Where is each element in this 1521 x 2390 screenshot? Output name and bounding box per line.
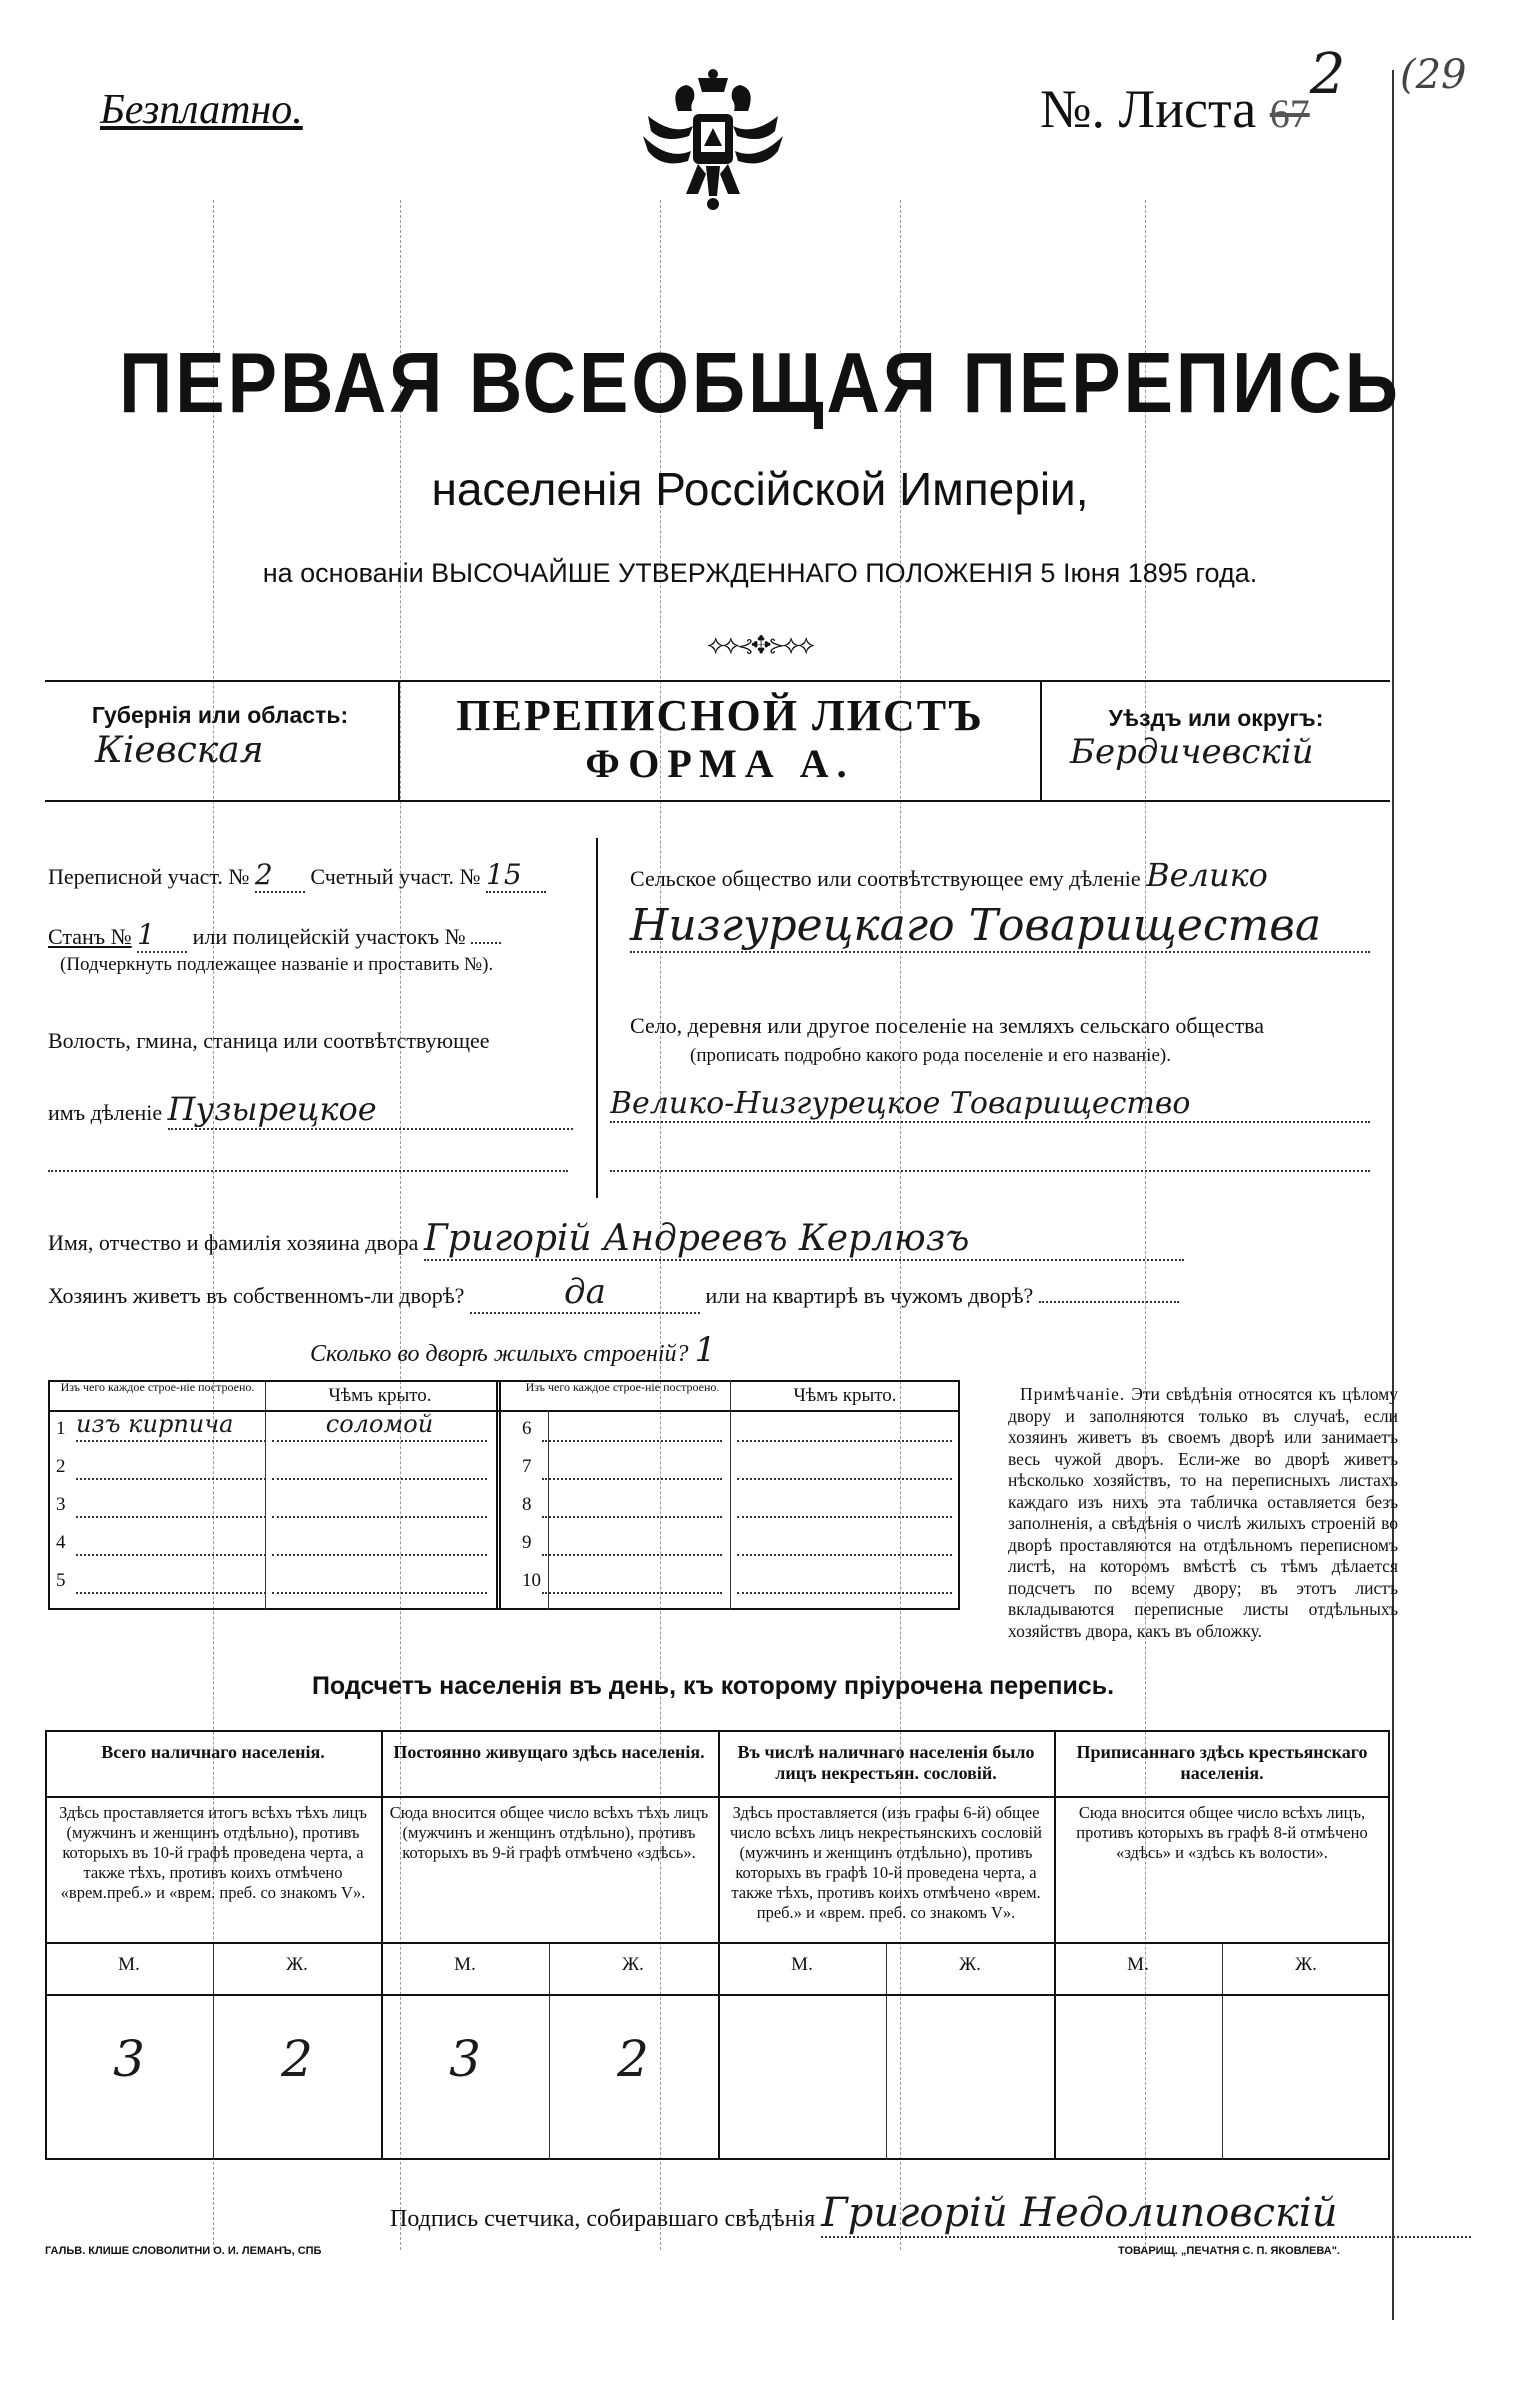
pop-col-divider	[381, 1730, 383, 2160]
uchast-value: 2	[255, 858, 305, 893]
sheet-no-label: №. Листа	[1040, 79, 1257, 139]
signature-line	[390, 2190, 1471, 2238]
schet-label: Счетный участ. №	[310, 864, 481, 889]
owner-name-value: Григорій Андреевъ Керлюзъ	[424, 1218, 1184, 1261]
form-center-title: ПЕРЕПИСНОЙ ЛИСТЪ	[456, 691, 984, 740]
basis-line: на основаніи ВЫСОЧАЙШЕ УТВЕРЖДЕННАГО ПОЛОЖЕНІЯ 5 Іюня 1895 года.	[262, 558, 1258, 588]
schet-value: 15	[486, 858, 546, 893]
signature-value: Григорій Недолиповскій	[821, 2190, 1471, 2238]
note-text: Эти свѣдѣнія относятся къ цѣлому двору и заполняются только въ случаѣ, если хозяинъ живетъ въ своемъ дворѣ или занимаетъ весь чужой дворъ. Если-же во дворѣ живетъ нѣсколько хозяйствъ, то на переписныхъ листахъ каждаго изъ нихъ эта табличка оставляется безъ заполненія, а свѣдѣнія о числѣ жилыхъ строеній во дворѣ проставляются на отдѣльномъ переписномъ листѣ, на которомъ вмѣстѣ съ тѣмъ дѣлается подсчетъ по всему двору; въ этотъ листъ вкладываются переписные листы отдѣльныхъ хозяйствъ двора, какъ въ обложку.	[1008, 1384, 1399, 1641]
owner-line	[48, 1218, 1184, 1261]
note-block	[1008, 1384, 1398, 1642]
building-roof	[272, 1486, 487, 1518]
building-row-number: 3	[56, 1494, 66, 1515]
society-line	[630, 856, 1268, 894]
male-label: М.	[118, 1954, 140, 1975]
volost-value: Пузырецкое	[168, 1090, 573, 1130]
female-label: Ж.	[286, 1954, 308, 1975]
village-label: Село, деревня или другое поселеніе на земляхъ сельскаго общества	[630, 1013, 1265, 1038]
material-header-left: Изъ чего каждое строе-ніе построено.	[60, 1380, 255, 1394]
signature-label: Подпись счетчика, собиравшаго свѣдѣнія	[390, 2206, 816, 2232]
building-roof	[737, 1486, 952, 1518]
footer-right: ТОВАРИЩ. „ПЕЧАТНЯ С. П. ЯКОВЛЕВА".	[1118, 2245, 1340, 2257]
stan-label: Станъ №	[48, 924, 132, 949]
building-roof	[737, 1562, 952, 1594]
female-label: Ж.	[622, 1954, 644, 1975]
police-label: или полицейскій участокъ №	[192, 924, 466, 949]
volost-label: Волость, гмина, станица или соотвѣтствующее	[48, 1028, 490, 1053]
material-header-right: Изъ чего каждое строе-ніе построено.	[525, 1380, 720, 1394]
double-headed-eagle-icon	[638, 66, 788, 216]
sheet-no-crossed: 67	[1269, 91, 1310, 136]
building-roof	[737, 1524, 952, 1556]
buildings-label: Сколько во дворѣ жилыхъ строеній?	[310, 1341, 689, 1367]
pop-col-description: Сюда вносится общее число всѣхъ тѣхъ лицъ (мужчинъ и женщинъ отдѣльно), противъ которыхъ въ 9-й графѣ отмѣчено «здѣсь».	[389, 1803, 709, 1862]
building-material	[542, 1410, 722, 1442]
building-roof: соломой	[272, 1410, 487, 1442]
pop-col-description: Сюда вносится общее число всѣхъ лицъ, противъ которыхъ въ графѣ 8-й отмѣчено «здѣсь» и «здѣсь къ волости».	[1076, 1803, 1368, 1862]
stan-line	[48, 918, 501, 953]
free-label: Безплатно.	[100, 87, 303, 133]
buildings-table-split	[496, 1380, 501, 1610]
own-line	[48, 1272, 1179, 1314]
rent-label: или на квартирѣ въ чужомъ дворѣ?	[705, 1283, 1034, 1308]
form-header-top-rule	[45, 680, 1390, 682]
blank-line	[48, 1170, 568, 1172]
buildings-value: 1	[694, 1330, 717, 1370]
corner-archive-mark: (29	[1400, 52, 1467, 98]
uchast-label: Переписной участ. №	[48, 864, 250, 889]
building-material	[76, 1448, 266, 1480]
gubernia-value: Кіевская	[95, 730, 264, 771]
male-count: 3	[449, 2030, 481, 2088]
female-count: 2	[617, 2030, 649, 2088]
building-row-number: 2	[56, 1456, 66, 1477]
building-row-number: 4	[56, 1532, 66, 1553]
uchast-line	[48, 858, 546, 893]
pop-col-header: Въ числѣ наличнаго населенія было лицъ некрестьян. сословій.	[737, 1742, 1035, 1783]
society-label: Сельское общество или соотвѣтствующее ему дѣленіе	[630, 866, 1141, 891]
building-material	[542, 1486, 722, 1518]
building-material	[542, 1448, 722, 1480]
building-row-number: 8	[522, 1494, 532, 1515]
own-value: да	[470, 1272, 700, 1314]
location-divider	[596, 838, 598, 1198]
ornament: ⟡⟡⊰✥⊱⟡⟡	[707, 630, 813, 659]
pop-desc-rule	[45, 1942, 1390, 1944]
building-row-number: 7	[522, 1456, 532, 1477]
buildings-line	[310, 1330, 716, 1370]
building-row-number: 6	[522, 1418, 532, 1439]
building-roof	[737, 1410, 952, 1442]
uezd-label: Уѣздъ или округъ:	[1108, 705, 1324, 731]
form-type-label: ФОРМА А.	[585, 741, 855, 786]
building-roof	[272, 1448, 487, 1480]
stan-value: 1	[137, 918, 187, 953]
building-material: изъ кирпича	[76, 1410, 266, 1442]
building-material	[76, 1562, 266, 1594]
village-note: (прописать подробно какого рода поселеніе и его названіе).	[690, 1045, 1171, 1066]
police-note: (Подчеркнуть подлежащее названіе и проставить №).	[60, 954, 494, 975]
pop-col-header: Постоянно живущаго здѣсь населенія.	[393, 1742, 705, 1762]
population-title: Подсчетъ населенія въ день, къ которому пріурочена перепись.	[311, 1672, 1115, 1700]
gubernia-label: Губернія или область:	[91, 702, 349, 728]
pop-col-divider	[1054, 1730, 1056, 2160]
pop-col-description: Здѣсь проставляется итогъ всѣхъ тѣхъ лицъ (мужчинъ и женщинъ отдѣльно), противъ которыхъ въ 10-й графѣ проведена черта, а также тѣхъ, противъ коихъ отмѣчено «врем.преб.» и «врем. преб. со знакомъ V».	[59, 1803, 367, 1902]
building-material	[542, 1562, 722, 1594]
pop-col-header: Всего наличнаго населенія.	[101, 1742, 325, 1762]
uezd-value: Бердичевскій	[1070, 732, 1314, 772]
male-count: 3	[113, 2030, 145, 2088]
building-row-number: 1	[56, 1418, 66, 1439]
male-label: М.	[1127, 1954, 1149, 1975]
building-roof	[737, 1448, 952, 1480]
male-label: М.	[454, 1954, 476, 1975]
pop-col-header: Приписаннаго здѣсь крестьянскаго населенія.	[1076, 1742, 1368, 1783]
pop-col-divider	[718, 1730, 720, 2160]
village-value: Велико-Низгурецкое Товарищество	[610, 1086, 1370, 1123]
male-label: М.	[791, 1954, 813, 1975]
building-roof	[272, 1524, 487, 1556]
female-count: 2	[281, 2030, 313, 2088]
footer-left: ГАЛЬВ. КЛИШЕ СЛОВОЛИТНИ О. И. ЛЕМАНЪ, СПБ	[45, 2245, 322, 2257]
building-roof	[272, 1562, 487, 1594]
pop-header-rule	[45, 1796, 1390, 1798]
building-material	[76, 1524, 266, 1556]
society-value-1: Велико	[1146, 856, 1268, 894]
building-material	[542, 1524, 722, 1556]
form-header-divider	[1040, 680, 1042, 800]
volost-label-2: имъ дѣленіе	[48, 1100, 163, 1125]
owner-name-label: Имя, отчество и фамилія хозяина двора	[48, 1230, 419, 1255]
female-label: Ж.	[959, 1954, 981, 1975]
page-subtitle: населенія Россійской Имперіи,	[431, 463, 1089, 515]
female-label: Ж.	[1295, 1954, 1317, 1975]
page-title: ПЕРВАЯ ВСЕОБЩАЯ ПЕРЕПИСЬ	[119, 334, 1401, 431]
roof-header-left: Чѣмъ крыто.	[328, 1385, 432, 1406]
pop-col-description: Здѣсь проставляется (изъ графы 6-й) общее число всѣхъ лицъ некрестьянскихъ сословій (мужчинъ и женщинъ отдѣльно), противъ которыхъ въ графѣ 10-й проведена черта, а также тѣхъ, противъ коихъ отмѣчено «врем. преб.» и «врем. преб. со знакомъ V».	[730, 1803, 1042, 1922]
pop-mf-rule	[45, 1994, 1390, 1996]
building-row-number: 10	[522, 1570, 541, 1591]
society-value-2: Низгурецкаго Товарищества	[630, 900, 1370, 953]
blank-line	[610, 1170, 1370, 1172]
volost-line	[48, 1090, 578, 1130]
sheet-number	[1040, 42, 1350, 140]
building-row-number: 9	[522, 1532, 532, 1553]
building-row-number: 5	[56, 1570, 66, 1591]
roof-header-right: Чѣмъ крыто.	[793, 1385, 897, 1406]
col-divider	[730, 1380, 731, 1610]
own-label: Хозяинъ живетъ въ собственномъ-ли дворѣ?	[48, 1283, 465, 1308]
building-material	[76, 1486, 266, 1518]
form-header-bottom-rule	[45, 800, 1390, 802]
note-title: Примѣчаніе.	[1020, 1384, 1126, 1404]
sheet-no-value: 2	[1309, 42, 1346, 107]
